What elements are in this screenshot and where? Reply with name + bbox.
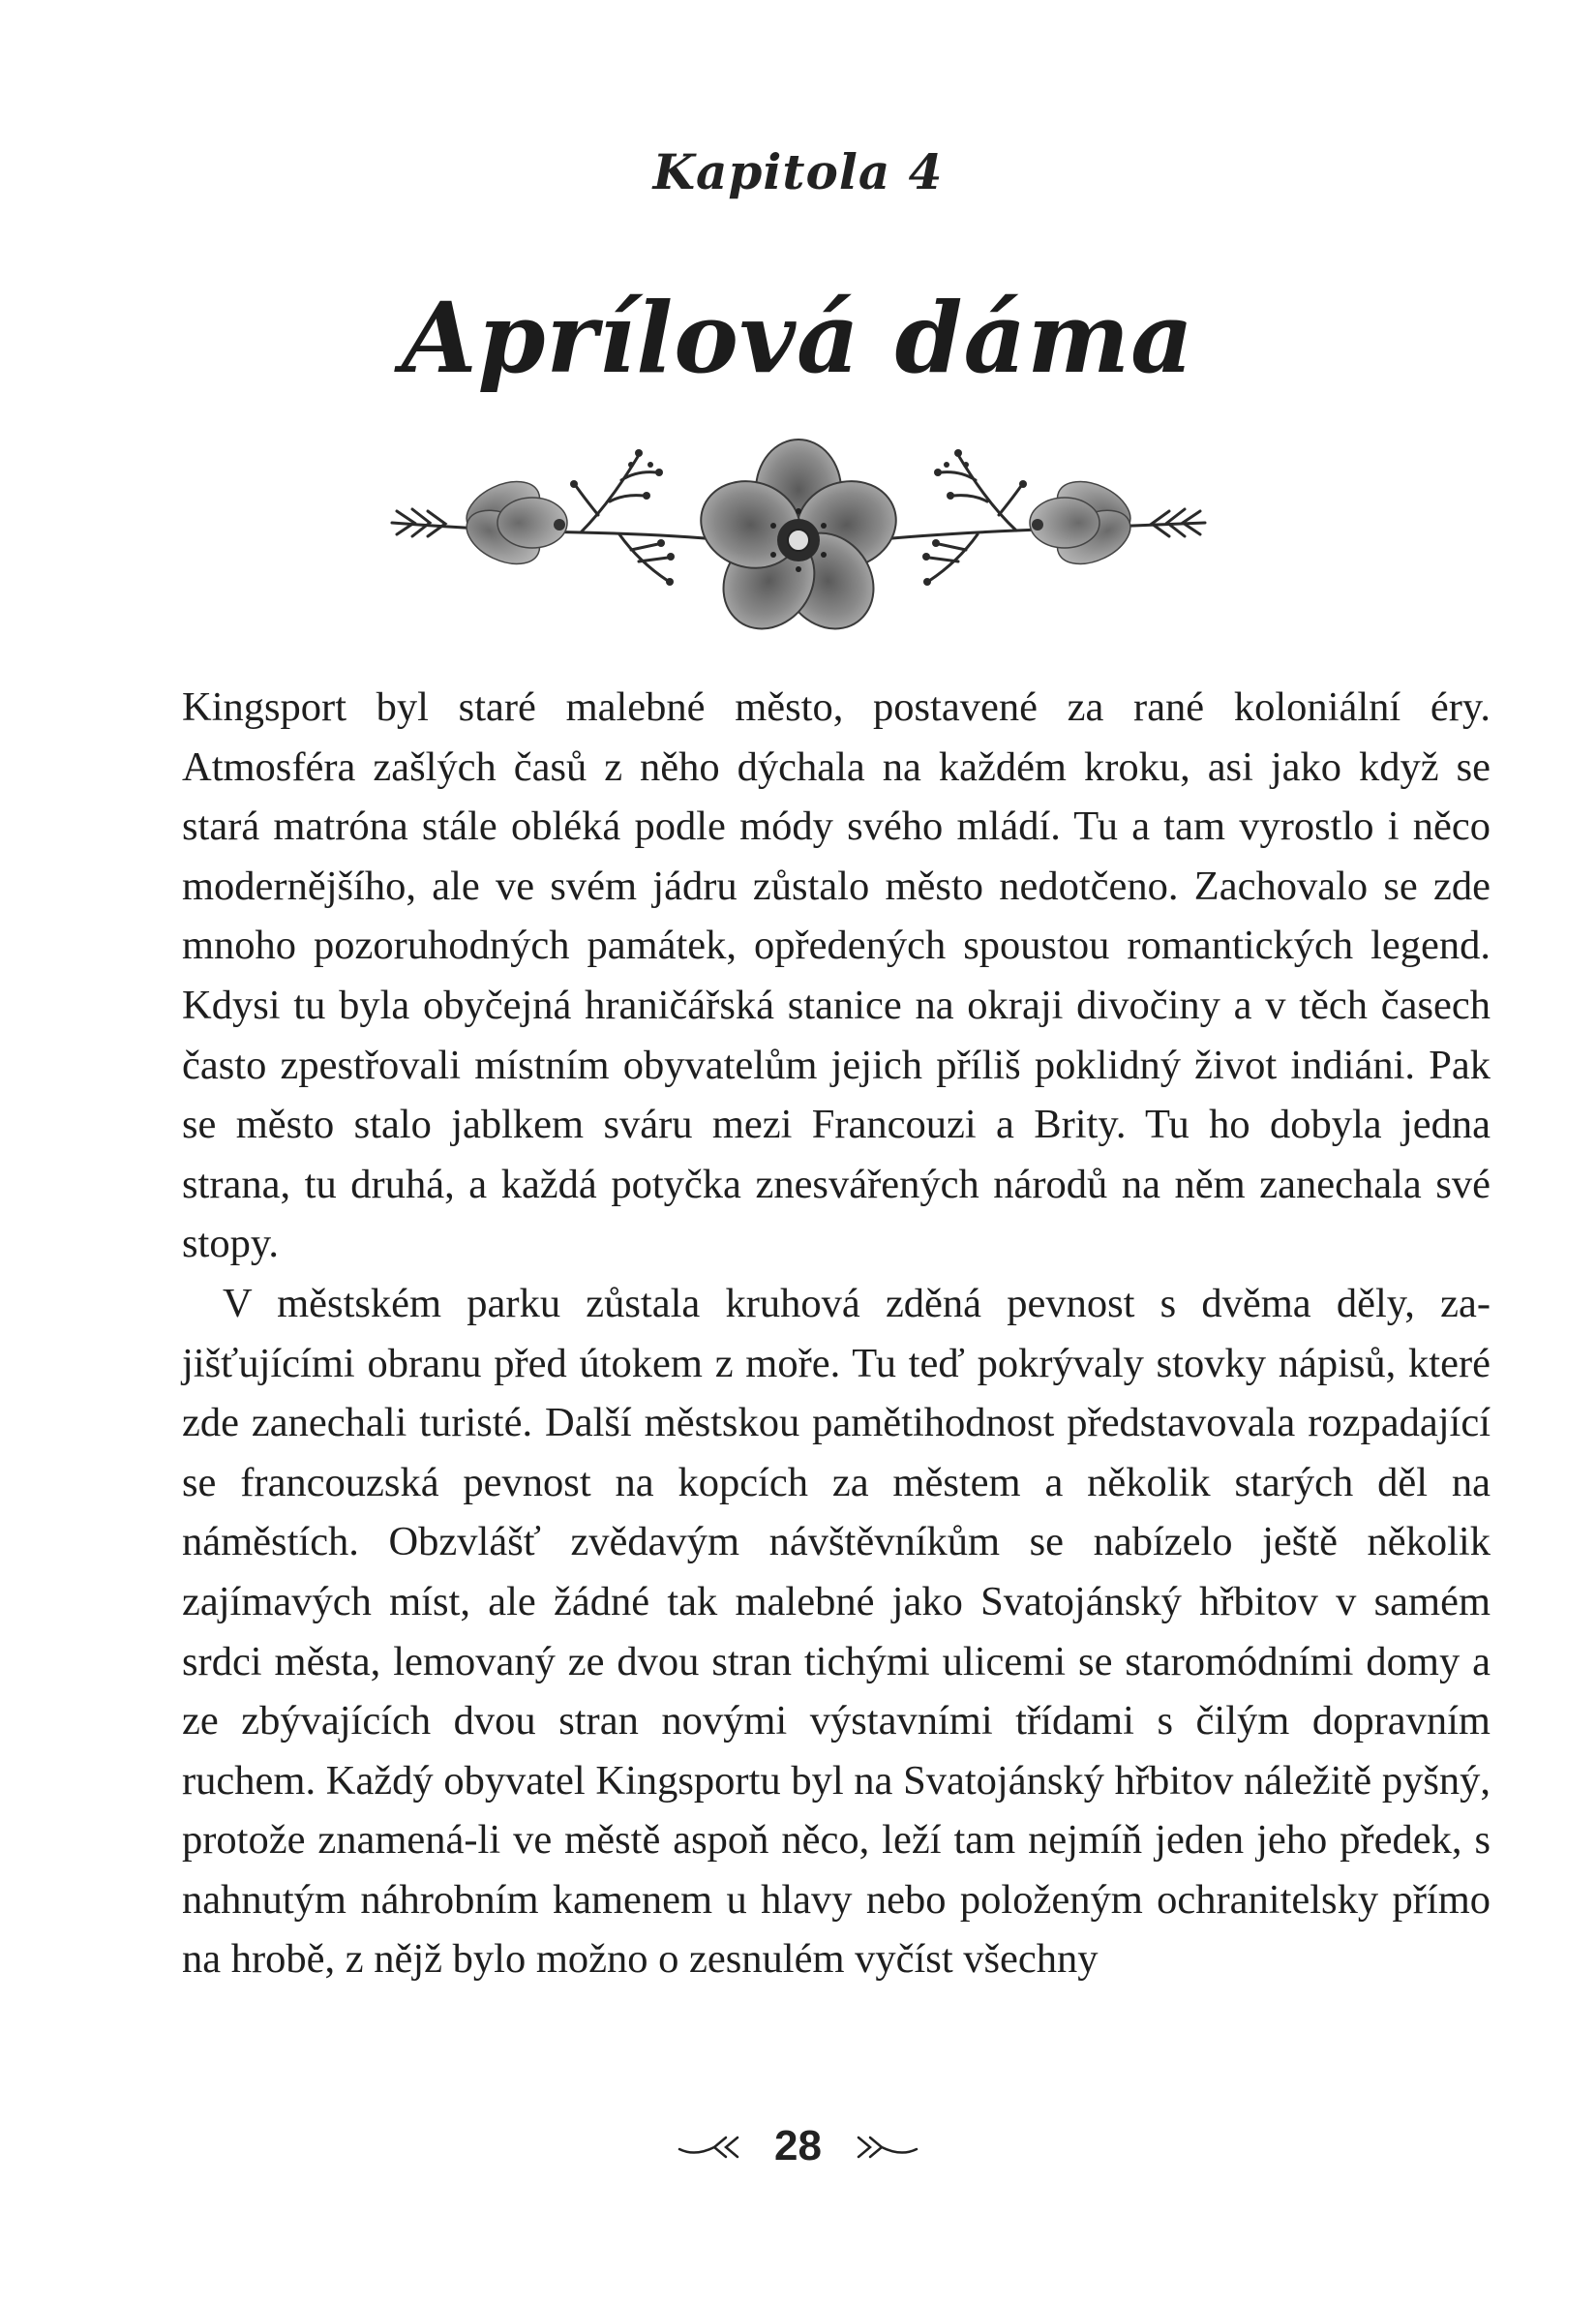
page-footer — [0, 2120, 1596, 2170]
left-flourish-icon — [676, 2132, 745, 2161]
paragraph: Kingsport byl staré malebné město, postavené za rané koloniální éry. Atmosféra zašlých časů z něho dýchala na každém kroku, asi jako když se stará matróna stále obléká podle módy svého mládí. Tu a tam vyrostlo i něco modernějšího, ale ve svém jádru zůstalo město nedotčeno. Zachovalo se zde mnoho pozoruhodných památek, opředených spoustou romantických legend. Kdysi tu byla obyčejná hraničářská stanice na okraji divočiny a v těch časech často zpestřovali místním obyvatelům jejich příliš poklidný život indiáni. Pak se město stalo jablkem sváru mezi Francouzi a Brity. Tu ho dobyla jedna strana, tu druhá, a každá potyčka znesvářených národů na něm zanechala své stopy. — [182, 684, 1491, 1267]
chapter-label: Kapitola 4 — [652, 143, 944, 200]
right-flourish-icon — [851, 2132, 920, 2161]
chapter-title: Aprílová dáma — [402, 281, 1194, 395]
chapter-body — [182, 678, 1491, 1989]
page-number: 28 — [774, 2122, 822, 2170]
floral-divider-icon — [377, 426, 1220, 649]
paragraph: V městském parku zůstala kruhová zděná pevnost s dvěma děly, zajišťujícími obranu před útokem z moře. Tu teď pokrývaly stovky nápisů, které zde zanechali turisté. Další městskou pamětihodnost představovala rozpadající se francouzská pevnost na kopcích za městem a několik starých děl na náměstích. Obzvlášť zvědavým návštěvníkům se nabízelo ještě několik zajímavých míst, ale žádné tak malebné jako Svatojánský hřbitov v samém srdci města, lemovaný ze dvou stran tichými ulicemi se staromódními domy a ze zbývajících dvou stran novými výstavními třídami s čilým dopravním ruchem. Každý obyvatel Kingsportu byl na Svatojánský hřbitov náležitě pyšný, protože znamená-li ve městě aspoň něco, leží tam nejmíň jeden jeho předek, s nahnutým náhrobním kamenem u hlavy nebo položeným ochranitelsky přímo na hrobě, z nějž bylo možno o zesnulém vyčíst všechny — [182, 1280, 1491, 1983]
